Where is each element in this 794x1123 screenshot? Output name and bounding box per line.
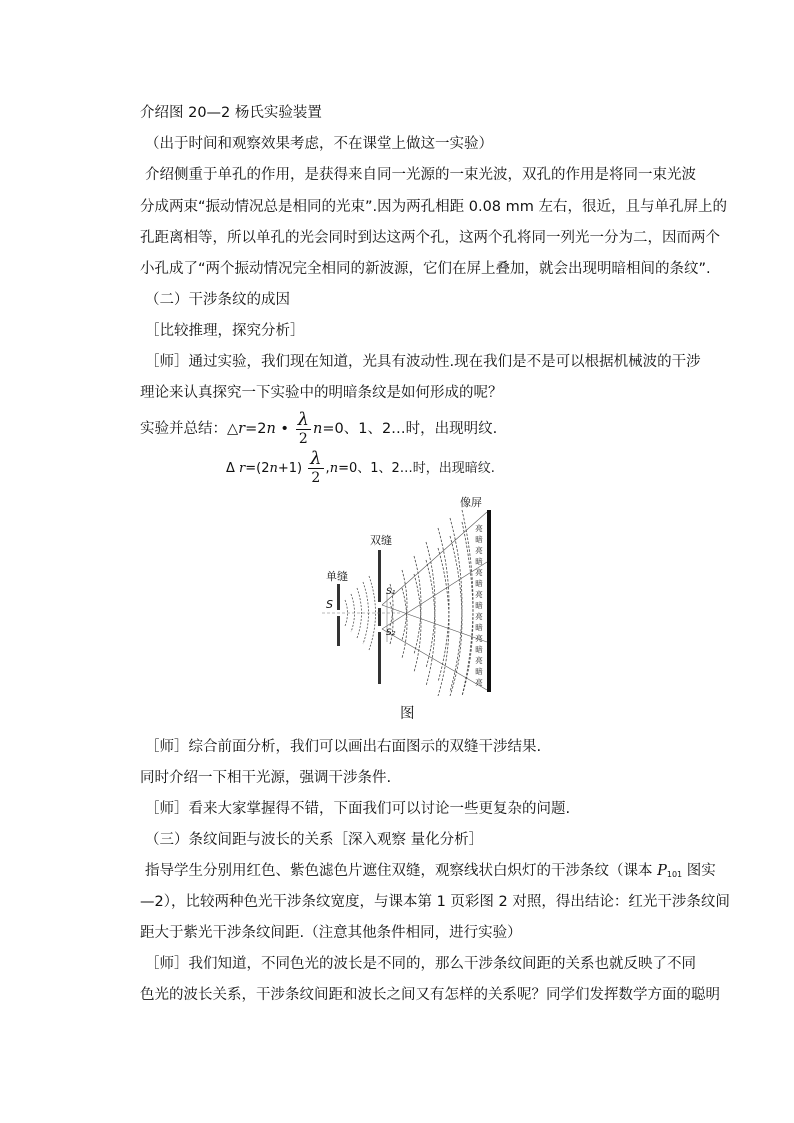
section-heading-3: （三）条纹间距与波长的关系［深入观察 量化分析］ (145, 832, 484, 848)
text-line-1: 介绍图 20—2 杨氏实验装置 (140, 105, 322, 121)
fringe-label: 暗 (475, 645, 483, 654)
fringe-label: 亮 (475, 612, 483, 621)
text-line-18: —2），比较两种色光干涉条纹宽度，与课本第 1 页彩图 2 对照，得出结论：红光干涉条纹间 (140, 894, 730, 910)
text-line-21: 色光的波长关系，干涉条纹间距和波长之间又有怎样的关系呢？同学们发挥数学方面的聪明 (140, 987, 720, 1003)
text-line-15: ［师］看来大家掌握得不错，下面我们可以讨论一些更复杂的问题. (145, 801, 571, 817)
fringe-label: 暗 (475, 667, 483, 676)
image-screen (487, 510, 491, 692)
double-slit-plate-bottom (378, 632, 381, 684)
text-line-5: 孔距离相等，所以单孔的光会同时到达这两个孔，这两个孔将同一列光一分为二，因而两个 (140, 230, 720, 246)
fringe-label: 暗 (475, 623, 483, 632)
formula-prefix: 实验并总结： (140, 421, 227, 437)
text-line-4: 分成两束“振动情况总是相同的光束”.因为两孔相距 0.08 mm 左右，很近，且与单孔屏上的 (140, 199, 727, 215)
double-slit-figure (322, 492, 502, 696)
text-line-10: 理论来认真探究一下实验中的明暗条纹是如何形成的呢？ (140, 385, 503, 401)
text-line-17: 指导学生分别用红色、紫色滤色片遮住双缝，观察线状白炽灯的干涉条纹（课本 $P_{101}$ 图实 (145, 863, 716, 879)
fringe-label: 亮 (475, 678, 483, 687)
text-line-8: ［比较推理，探究分析］ (145, 323, 305, 339)
section-heading-2: （二）干涉条纹的成因 (145, 292, 290, 308)
fringe-label: 亮 (475, 546, 483, 555)
s-label: S (326, 598, 333, 611)
fringe-label: 亮 (475, 590, 483, 599)
single-slit-label: 单缝 (326, 570, 348, 583)
double-slit-plate-top (378, 550, 381, 602)
formula-dark: Δ r=(2n+1) $\frac{\lambda}{2}$ ,n=0、1、2…时，出现暗纹. (226, 448, 495, 486)
screen-label: 像屏 (460, 496, 482, 509)
fringe-label: 暗 (475, 601, 483, 610)
s2-label: S₂ (386, 628, 396, 638)
fringe-label: 亮 (475, 568, 483, 577)
fringe-label: 亮 (475, 524, 483, 533)
formula-bright: 实验并总结：△r=2n • $\frac{\lambda}{2}$ n=0、1、2…时，出现明纹. (140, 408, 498, 447)
fringe-label: 亮 (475, 634, 483, 643)
figure-caption: 图 (400, 706, 415, 722)
lambda-over-two: $\frac{\lambda}{2}$ (297, 408, 310, 447)
wavefronts-double (390, 510, 473, 696)
text-line-19: 距大于紫光干涉条纹间距.（注意其他条件相同，进行实验） (140, 925, 522, 941)
double-slit-plate-middle (378, 608, 381, 626)
fringe-label: 暗 (475, 579, 483, 588)
fringe-label: 暗 (475, 535, 483, 544)
spread-lines (382, 512, 487, 690)
double-slit-label: 双缝 (370, 534, 392, 547)
single-slit-plate-top (337, 584, 340, 610)
s1-label: S₁ (386, 587, 396, 597)
text-line-20: ［师］我们知道，不同色光的波长是不同的，那么干涉条纹间距的关系也就反映了不同 (145, 956, 696, 972)
text-line-14: 同时介绍一下相干光源，强调干涉条件. (140, 770, 392, 786)
text-line-6: 小孔成了“两个振动情况完全相同的新波源，它们在屏上叠加，就会出现明暗相间的条纹”. (140, 261, 711, 277)
single-slit-plate-bottom (337, 616, 340, 646)
text-line-2: （出于时间和观察效果考虑，不在课堂上做这一实验） (145, 136, 493, 152)
text-line-9: ［师］通过实验，我们现在知道，光具有波动性.现在我们是不是可以根据机械波的干涉 (145, 354, 701, 370)
fringe-label: 亮 (475, 656, 483, 665)
lambda-over-two: $\frac{\lambda}{2}$ (310, 448, 322, 486)
text-line-13: ［师］综合前面分析，我们可以画出右面图示的双缝干涉结果. (145, 739, 542, 755)
text-line-3: 介绍侧重于单孔的作用，是获得来自同一光源的一束光波，双孔的作用是将同一束光波 (145, 167, 696, 183)
fringe-label: 暗 (475, 557, 483, 566)
